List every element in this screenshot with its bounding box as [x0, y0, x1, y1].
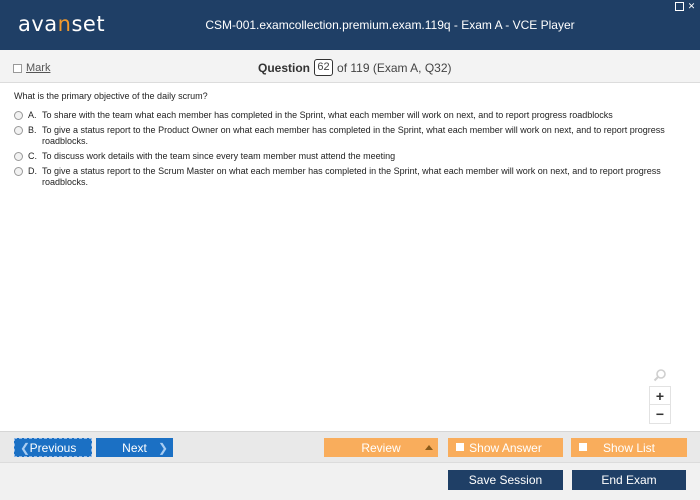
close-icon[interactable]: ✕	[687, 1, 696, 11]
radio-button[interactable]	[14, 126, 23, 135]
navigation-bar	[0, 431, 700, 462]
show-answer-label: Show Answer	[469, 440, 542, 455]
option-b[interactable]	[14, 125, 686, 147]
save-session-button[interactable]: Save Session	[448, 470, 563, 490]
question-bar	[0, 50, 700, 83]
review-button[interactable]	[324, 438, 438, 457]
question-text: What is the primary objective of the daily scrum?	[14, 91, 208, 101]
checkbox-icon	[456, 443, 464, 451]
show-list-label: Show List	[602, 440, 656, 455]
question-number-input[interactable]: 62	[314, 59, 333, 76]
question-content	[0, 84, 700, 430]
zoom-in-button[interactable]: +	[650, 387, 670, 405]
previous-label: Previous	[29, 440, 77, 455]
checkbox-icon	[13, 64, 22, 73]
caret-up-icon	[425, 445, 433, 450]
chevron-right-icon: ❯	[157, 440, 168, 455]
radio-button[interactable]	[14, 167, 23, 176]
review-label: Review	[361, 440, 401, 455]
question-label: Question	[258, 60, 311, 75]
question-count: of 119 (Exam A, Q32)	[337, 60, 452, 75]
option-text: To discuss work details with the team since every team member must attend the meeting	[42, 151, 396, 161]
option-text: To give a status report to the Scrum Master on what each member has completed in the Sprint, what each member will work on next, and to report progress roadblocks.	[42, 166, 661, 187]
mark-checkbox[interactable]	[13, 62, 50, 74]
option-letter: C.	[28, 151, 37, 161]
restore-icon[interactable]	[675, 2, 684, 11]
window-controls	[675, 2, 696, 11]
option-letter: D.	[28, 166, 37, 176]
logo-text: avanset	[18, 12, 106, 36]
magnifier-icon[interactable]	[653, 368, 667, 382]
option-c[interactable]	[14, 151, 686, 162]
show-list-button[interactable]	[571, 438, 687, 457]
answer-options	[14, 110, 686, 192]
option-letter: A.	[28, 110, 37, 120]
radio-button[interactable]	[14, 152, 23, 161]
next-label: Next	[122, 440, 147, 455]
option-a[interactable]	[14, 110, 686, 121]
zoom-controls	[649, 386, 671, 424]
window-title: CSM-001.examcollection.premium.exam.119q - Exam A - VCE Player	[205, 18, 575, 32]
radio-button[interactable]	[14, 111, 23, 120]
zoom-out-button[interactable]: −	[655, 406, 665, 422]
option-text: To share with the team what each member has completed in the Sprint, what each member will work on next, and to report progress roadblocks	[42, 110, 613, 120]
next-button[interactable]	[96, 438, 173, 457]
checkbox-icon	[579, 443, 587, 451]
option-letter: B.	[28, 125, 37, 135]
footer-bar	[0, 462, 700, 500]
title-bar	[0, 0, 700, 50]
chevron-left-icon: ❮	[20, 440, 31, 455]
question-info	[258, 59, 452, 76]
previous-button[interactable]	[14, 438, 92, 457]
show-answer-button[interactable]	[448, 438, 563, 457]
option-d[interactable]	[14, 166, 686, 188]
option-text: To give a status report to the Product Owner on what each member has completed in the Sprint, what each member will work on next, and to report progress roadblocks.	[42, 125, 665, 146]
end-exam-button[interactable]: End Exam	[572, 470, 686, 490]
mark-label: Mark	[26, 62, 51, 74]
